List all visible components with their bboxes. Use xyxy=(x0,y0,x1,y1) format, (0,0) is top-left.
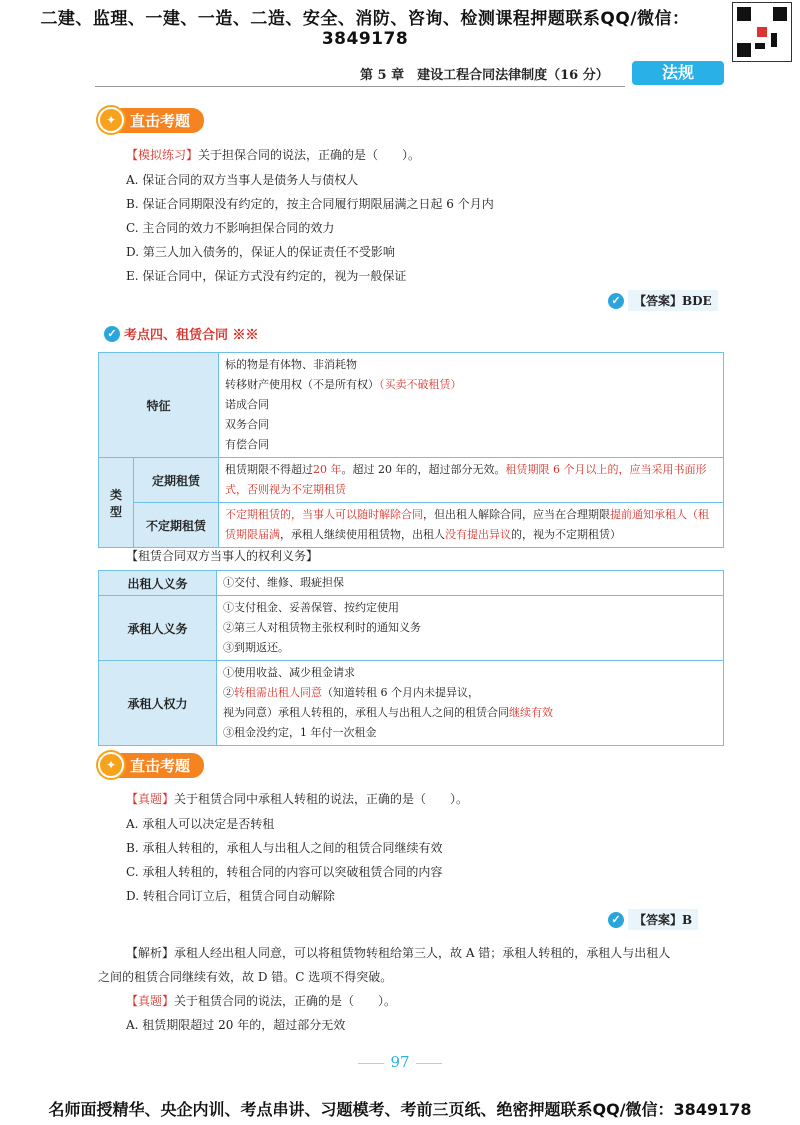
lightbulb-icon: ✦ xyxy=(98,107,124,133)
row-header-features: 特征 xyxy=(99,353,219,458)
option: D. 第三人加入债务的，保证人的保证责任不受影响 xyxy=(126,245,395,259)
option: A. 保证合同的双方当事人是债务人与债权人 xyxy=(126,173,359,187)
subheading: 【租赁合同双方当事人的权利义务】 xyxy=(126,549,319,563)
section-title: 直击考题 xyxy=(118,753,204,778)
fixed-term-label: 定期租赁 xyxy=(134,458,219,503)
rights-obligations-table xyxy=(98,570,724,746)
option: C. 主合同的效力不影响担保合同的效力 xyxy=(126,221,335,235)
chapter-title: 第 5 章 建设工程合同法律制度（16 分） xyxy=(360,68,609,83)
header-divider xyxy=(95,86,625,87)
page-number: 97 xyxy=(0,1053,800,1071)
key-point-title: ✓ 考点四、租赁合同 ※※ xyxy=(104,324,259,343)
lease-features-table xyxy=(98,352,724,548)
qr-code-icon xyxy=(732,2,792,62)
section-header xyxy=(98,107,204,133)
check-icon: ✓ xyxy=(608,912,624,928)
lessee-cell: ①支付租金、妥善保管、按约定使用 ②第三人对租赁物主张权利时的通知义务 ③到期返还。 xyxy=(217,596,724,661)
option: D. 转租合同订立后，租赁合同自动解除 xyxy=(126,889,335,903)
check-icon: ✓ xyxy=(608,293,624,309)
check-icon: ✓ xyxy=(104,326,120,342)
option: B. 保证合同期限没有约定的，按主合同履行期限届满之日起 6 个月内 xyxy=(126,197,494,211)
question-stem: 【真题】关于租赁合同中承租人转租的说法，正确的是（ ）。 xyxy=(126,792,469,806)
question-stem: 【模拟练习】关于担保合同的说法，正确的是（ ）。 xyxy=(126,148,421,162)
fixed-term-cell: 租赁期限不得超过20 年。超过 20 年的，超过部分无效。租赁期限 6 个月以上的，应当采用书面形式，否则视为不定期租赁 xyxy=(219,458,724,503)
subject-tag: 法规 xyxy=(632,61,724,85)
option: A. 租赁期限超过 20 年的，超过部分无效 xyxy=(126,1018,346,1032)
lessee-label: 承租人义务 xyxy=(99,596,217,661)
question-stem: 【真题】关于租赁合同的说法，正确的是（ ）。 xyxy=(126,994,397,1008)
lessor-cell: ①交付、维修、瑕疵担保 xyxy=(217,571,724,596)
features-cell: 标的物是有体物、非消耗物 转移财产使用权（不是所有权）（买卖不破租赁） 诺成合同 双务合同 有偿合同 xyxy=(219,353,724,458)
analysis-line: 之间的租赁合同继续有效，故 D 错。C 选项不得突破。 xyxy=(98,970,393,984)
answer-badge: ✓ 【答案】BDE xyxy=(608,290,718,311)
option: B. 承租人转租的，承租人与出租人之间的租赁合同继续有效 xyxy=(126,841,443,855)
option: C. 承租人转租的，转租合同的内容可以突破租赁合同的内容 xyxy=(126,865,443,879)
section-title: 直击考题 xyxy=(118,108,204,133)
analysis-line: 【解析】承租人经出租人同意，可以将租赁物转租给第三人，故 A 错；承租人转租的，承租人与出租人 xyxy=(126,946,671,960)
option: E. 保证合同中，保证方式没有约定的，视为一般保证 xyxy=(126,269,407,283)
answer-badge: ✓ 【答案】B xyxy=(608,909,698,930)
bottom-banner: 名师面授精华、央企内训、考点串讲、习题模考、考前三页纸、绝密押题联系QQ/微信：3849178 xyxy=(48,1100,752,1119)
option: A. 承租人可以决定是否转租 xyxy=(126,817,275,831)
indefinite-term-cell: 不定期租赁的，当事人可以随时解除合同，但出租人解除合同，应当在合理期限提前通知承租人（租赁期限届满，承租人继续使用租赁物，出租人没有提出异议的，视为不定期租赁） xyxy=(219,503,724,548)
indefinite-term-label: 不定期租赁 xyxy=(134,503,219,548)
row-header-type: 类型 xyxy=(99,458,134,548)
section-header xyxy=(98,752,204,778)
rights-label: 承租人权力 xyxy=(99,661,217,746)
rights-cell: ①使用收益、减少租金请求 ②转租需出租人同意（知道转租 6 个月内未提异议， 视为同意）承租人转租的，承租人与出租人之间的租赁合同继续有效 ③租金没约定，1 年付一次租金 xyxy=(217,661,724,746)
lessor-label: 出租人义务 xyxy=(99,571,217,596)
top-banner: 二建、监理、一建、一造、二造、安全、消防、咨询、检测课程押题联系QQ/微信：3849178 xyxy=(40,9,690,49)
lightbulb-icon: ✦ xyxy=(98,752,124,778)
